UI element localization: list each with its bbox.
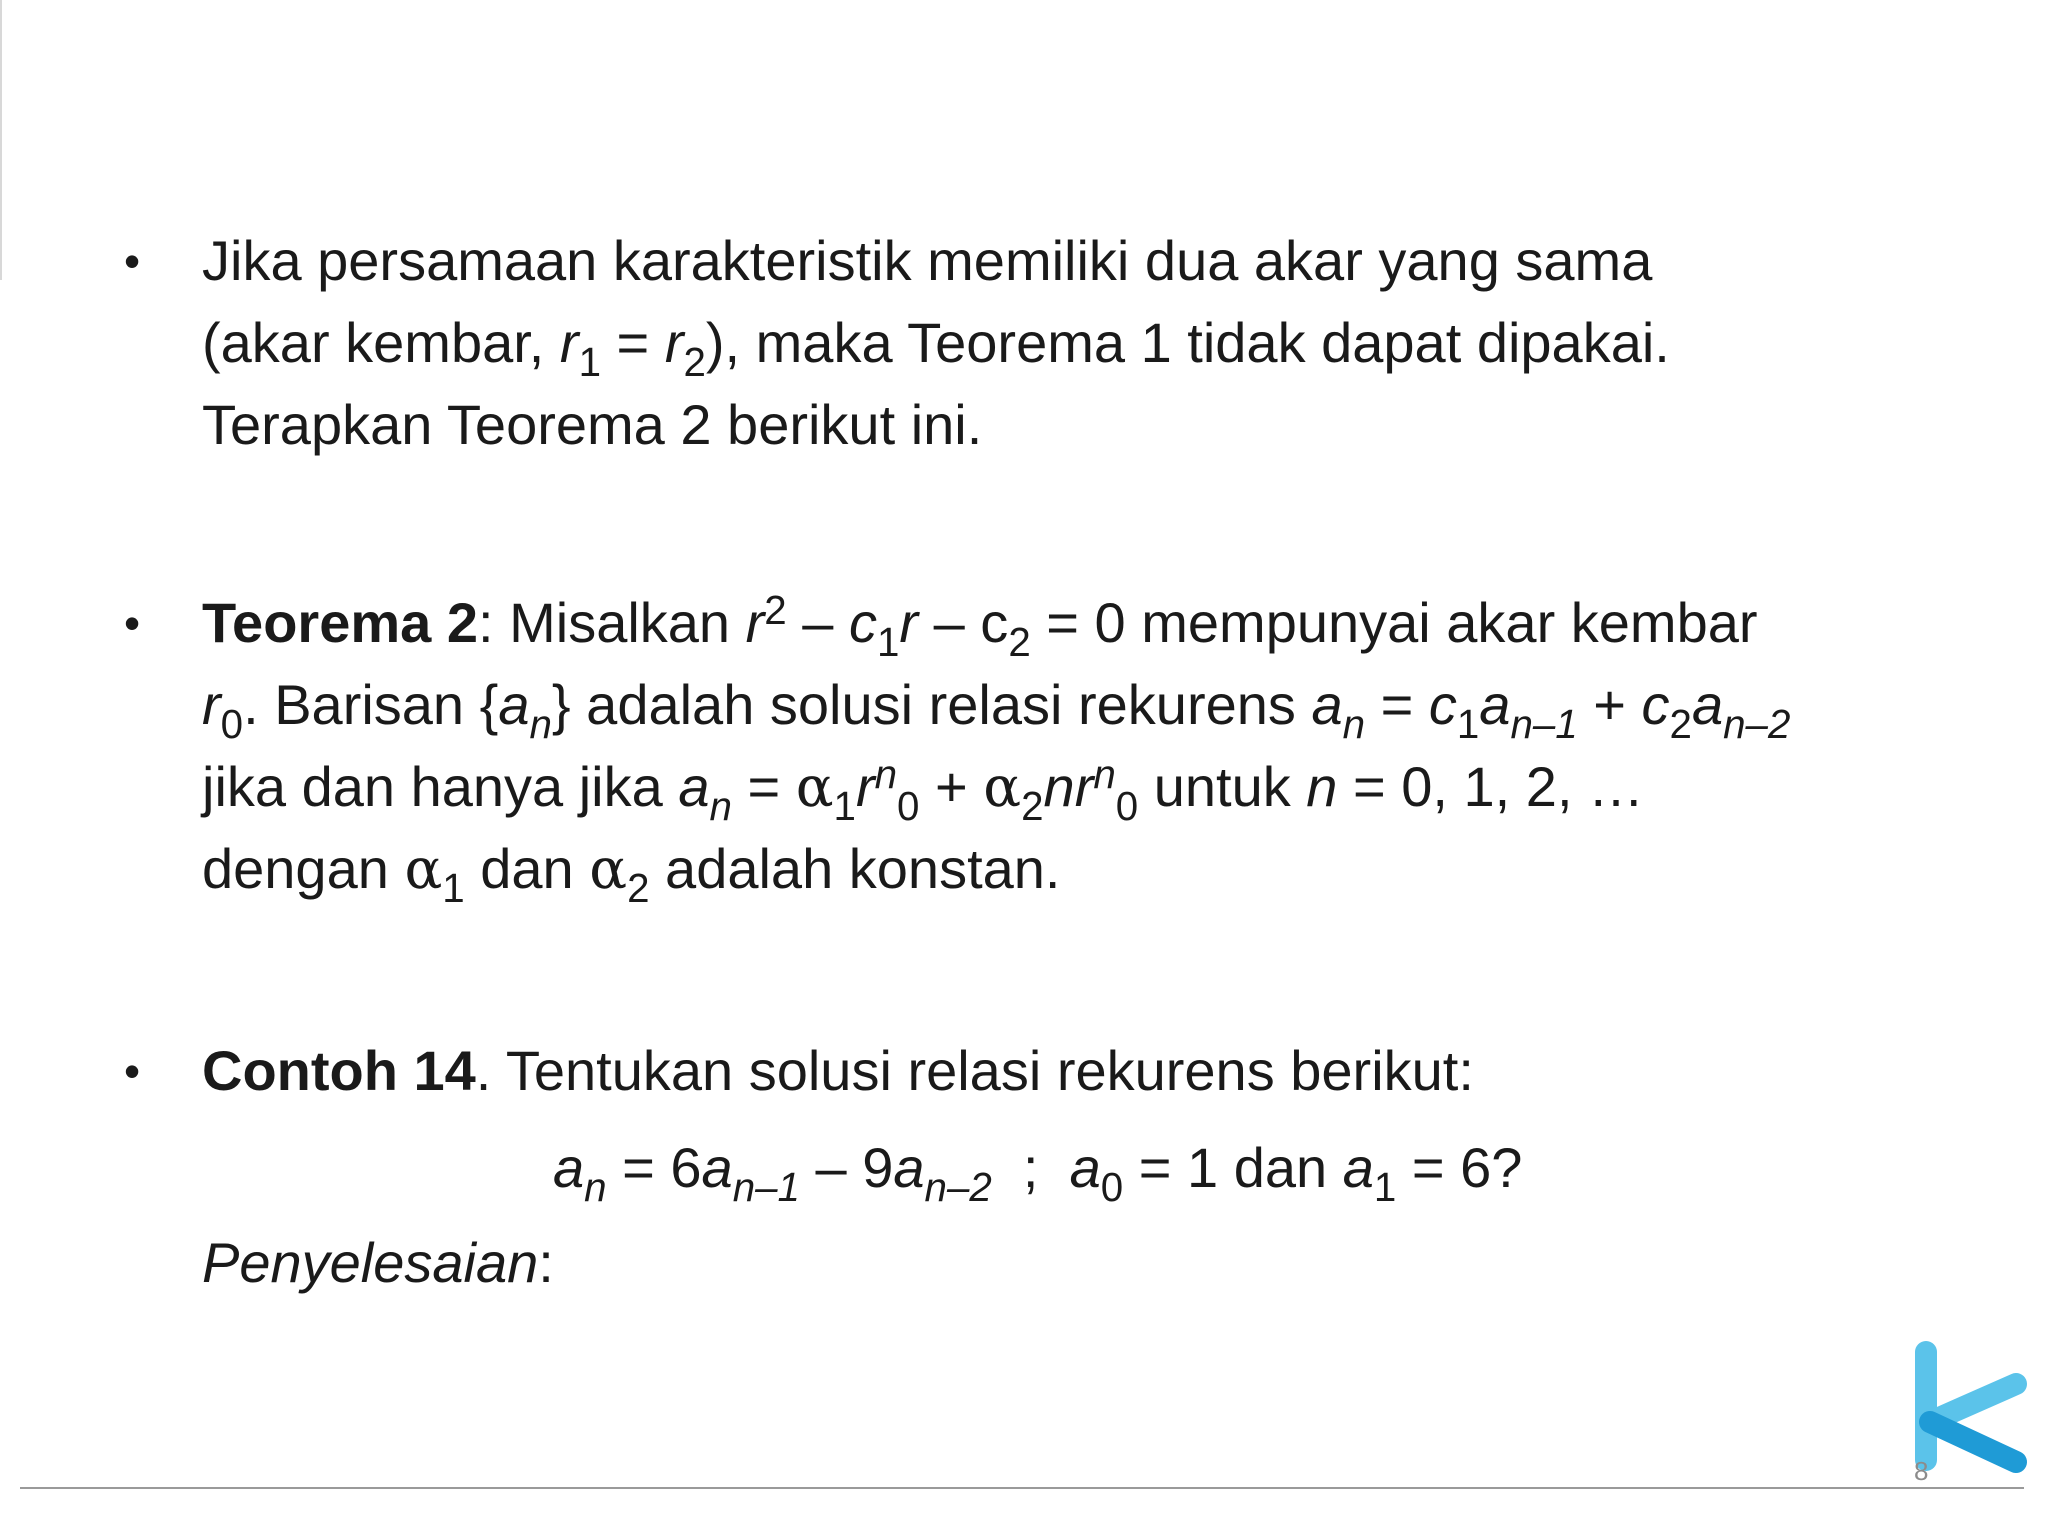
subscript: 0 bbox=[1100, 1164, 1124, 1211]
subscript: 1 bbox=[876, 619, 900, 666]
text-line bbox=[202, 746, 2048, 828]
var-a: a bbox=[893, 1136, 925, 1199]
text-run: dan bbox=[464, 837, 590, 900]
text-line bbox=[202, 828, 2048, 910]
subscript: n bbox=[529, 701, 552, 748]
text-line bbox=[202, 384, 2048, 466]
text-line bbox=[202, 1030, 2048, 1112]
subscript: n–1 bbox=[1510, 701, 1578, 748]
text-run: = bbox=[600, 311, 665, 374]
text-run: Terapkan Teorema 2 berikut ini. bbox=[202, 393, 983, 456]
subscript: 0 bbox=[1115, 783, 1139, 830]
superscript: n bbox=[1093, 750, 1116, 797]
text-run: jika dan hanya jika bbox=[202, 755, 679, 818]
subscript: 2 bbox=[683, 339, 706, 386]
var-a: a bbox=[678, 755, 710, 818]
text-run: . Tentukan solusi relasi rekurens berikut: bbox=[475, 1039, 1474, 1102]
var-a: a bbox=[498, 673, 530, 736]
text-line bbox=[202, 302, 2048, 384]
text-run: = 6 bbox=[606, 1136, 702, 1199]
text-run: = 6? bbox=[1396, 1136, 1523, 1199]
left-edge-divider bbox=[0, 0, 2, 280]
subscript: n–2 bbox=[924, 1164, 992, 1211]
subscript: 1 bbox=[833, 783, 856, 830]
subscript: 1 bbox=[1373, 1164, 1397, 1211]
subscript: n–2 bbox=[1723, 701, 1791, 748]
var-nr: nr bbox=[1043, 755, 1094, 818]
var-r: r bbox=[855, 755, 875, 818]
subscript: 1 bbox=[442, 865, 465, 912]
bullet-text bbox=[202, 582, 2048, 910]
solution-label bbox=[202, 1222, 554, 1304]
bullet-dot: • bbox=[124, 1045, 141, 1097]
solution-label-text: Penyelesaian bbox=[202, 1231, 539, 1294]
superscript: n bbox=[874, 750, 898, 797]
text-run: = 0 mempunyai akar kembar bbox=[1030, 591, 1758, 654]
subscript: n bbox=[584, 1164, 607, 1211]
subscript: n bbox=[709, 783, 732, 830]
text-run: adalah konstan. bbox=[649, 837, 1061, 900]
theorem-label: Teorema 2 bbox=[202, 591, 478, 654]
var-r: r bbox=[899, 591, 919, 654]
text-run: : bbox=[538, 1231, 554, 1294]
text-run: dengan bbox=[202, 837, 405, 900]
var-a: a bbox=[1342, 1136, 1374, 1199]
subscript: n–1 bbox=[732, 1164, 800, 1211]
text-run: Jika persamaan karakteristik memiliki dua akar yang sama bbox=[202, 229, 1653, 292]
recurrence-equation bbox=[553, 1127, 1522, 1209]
var-a: a bbox=[553, 1136, 585, 1199]
var-a: a bbox=[1479, 673, 1511, 736]
subscript: 1 bbox=[578, 339, 601, 386]
text-run: = bbox=[731, 755, 796, 818]
text-run: – c bbox=[918, 591, 1009, 654]
text-run: untuk bbox=[1138, 755, 1307, 818]
text-run: : Misalkan bbox=[477, 591, 746, 654]
text-run: – bbox=[786, 591, 849, 654]
text-line bbox=[202, 220, 2048, 302]
text-run: = 1 dan bbox=[1123, 1136, 1343, 1199]
page-number: 8 bbox=[1914, 1456, 1929, 1486]
subscript: 2 bbox=[1669, 701, 1692, 748]
subscript: 2 bbox=[1021, 783, 1044, 830]
var-a: a bbox=[1311, 673, 1343, 736]
text-run: + bbox=[1577, 673, 1642, 736]
var-r: r bbox=[664, 311, 684, 374]
subscript: 0 bbox=[897, 783, 920, 830]
bullet-text bbox=[202, 1030, 2048, 1112]
superscript: 2 bbox=[764, 586, 787, 633]
text-run: (akar kembar, bbox=[202, 311, 560, 374]
subscript: n bbox=[1342, 701, 1366, 748]
var-a: a bbox=[1691, 673, 1724, 736]
footer-divider bbox=[20, 1487, 2024, 1489]
var-n: n bbox=[1306, 755, 1338, 818]
logo-lower-arm bbox=[1930, 1422, 2016, 1462]
text-run: = bbox=[1365, 673, 1429, 736]
text-run: } adalah solusi relasi rekurens bbox=[551, 673, 1312, 736]
alpha-symbol: α bbox=[795, 755, 834, 820]
text-run: = 0, 1, 2, … bbox=[1337, 755, 1645, 818]
var-a: a bbox=[701, 1136, 733, 1199]
text-run: – 9 bbox=[799, 1136, 894, 1199]
subscript: 1 bbox=[1456, 701, 1480, 748]
text-line bbox=[202, 582, 2048, 664]
var-r: r bbox=[202, 673, 221, 736]
text-run: ; bbox=[991, 1136, 1070, 1199]
text-run: . Barisan { bbox=[243, 673, 499, 736]
text-line bbox=[202, 664, 2048, 746]
subscript: 2 bbox=[627, 865, 650, 912]
alpha-symbol: α bbox=[983, 755, 1022, 820]
text-run: ), maka Teorema 1 tidak dapat dipakai. bbox=[705, 311, 1670, 374]
bullet-dot: • bbox=[124, 597, 141, 649]
var-a: a bbox=[1069, 1136, 1101, 1199]
var-r: r bbox=[745, 591, 765, 654]
var-c: c bbox=[848, 591, 877, 654]
var-c: c bbox=[1428, 673, 1457, 736]
bullet-dot: • bbox=[124, 235, 141, 287]
bullet-text bbox=[202, 220, 2048, 466]
var-r: r bbox=[559, 311, 579, 374]
text-run: + bbox=[919, 755, 984, 818]
example-label: Contoh 14 bbox=[202, 1039, 476, 1102]
alpha-symbol: α bbox=[404, 837, 443, 902]
var-c: c bbox=[1641, 673, 1670, 736]
subscript: 2 bbox=[1008, 619, 1031, 666]
subscript: 0 bbox=[220, 701, 244, 748]
alpha-symbol: α bbox=[589, 837, 628, 902]
